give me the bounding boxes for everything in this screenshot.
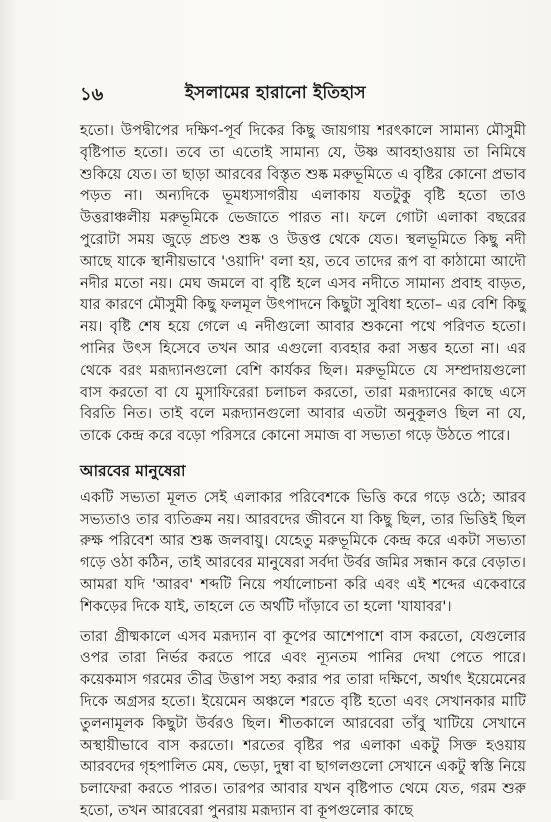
page-content — [80, 120, 526, 822]
body-paragraph: তারা গ্রীষ্মকালে এসব মরূদ্যান বা কূপের আশেপাশে বাস করতো, যেগুলোর ওপর তারা নির্ভর করতে পারে এবং ন্যূনতম পানির দেখা পেতে পারে। কয়েকমাস গরমের তীব্র উত্তাপ সহ্য করার পর তারা দক্ষিণে, অর্থাৎ ইয়েমেনের দিকে অগ্রসর হতো। ইয়েমেন অঞ্চলে শরতে বৃষ্টি হতো এবং সেখানকার মাটি তুলনামূলক কিছুটা উর্বরও ছিল। শীতকালে আরবেরা তাঁবু খাটিয়ে সেখানে অস্থায়ীভাবে বাস করতো। শরতের বৃষ্টির পর এলাকা একটু সিক্ত হওয়ায় আরবদের গৃহপালিত মেষ, ভেড়া, দুম্বা বা ছাগলগুলো সেখানে একটু স্বস্তি নিয়ে চলাফেরা করতে পারত। তারপর আবার যখন বৃষ্টিপাত থেমে যেত, গরম শুরু হতো, তখন আরবেরা পুনরায় মরূদ্যান বা কূপগুলোর কাছে — [80, 627, 526, 819]
running-title: ইসলামের হারানো ইতিহাস — [185, 83, 366, 103]
body-paragraph: একটি সভ্যতা মূলত সেই এলাকার পরিবেশকে ভিত্তি করে গড়ে ওঠে; আরব সভ্যতাও তার ব্যতিক্রম নয়। আরবদের জীবনে যা কিছু ছিল, তার ভিত্তিই ছিল রুক্ষ পরিবেশ আর শুষ্ক জলবায়ু। যেহেতু মরুভূমিকে কেন্দ্র করে একটা সভ্যতা গড়ে ওঠা কঠিন, তাই আরবের মানুষেরা সর্বদা উর্বর জমির সন্ধান করে বেড়াত। আমরা যদি 'আরব' শব্দটি নিয়ে পর্যালোচনা করি এবং এই শব্দের একেবারে শিকড়ের দিকে যাই, তাহলে তে অর্থটি দাঁড়াবে তা হলো 'যাযাবর'। — [80, 488, 526, 615]
page-number: ১৬ — [80, 84, 104, 105]
body-paragraph: হতো। উপদ্বীপের দক্ষিণ-পূর্ব দিকের কিছু জায়গায় শরৎকালে সামান্য মৌসুমী বৃষ্টিপাত হতো। তবে তা এতোই সামান্য যে, উষ্ণ আবহাওয়ায় তা নিমিষে শুকিয়ে যেত। তা ছাড়া আরবের বিস্তৃত শুষ্ক মরুভূমিতে এ বৃষ্টির কোনো প্রভাব পড়ত না। অন্যদিকে ভূমধ্যসাগরীয় এলাকায় যতটুকু বৃষ্টি হতো তাও উত্তরাঞ্চলীয় মরুভূমিকে ভেজাতে পারত না। ফলে গোটা এলাকা বছরের পুরোটা সময় জুড়ে প্রচণ্ড শুষ্ক ও উত্তপ্ত থেকে যেত। স্থলভূমিতে কিছু নদী আছে যাকে স্থানীয়ভাবে 'ওয়াদি' বলা হয়, তবে তাদের রূপ বা কাঠামো আদৌ নদীর মতো নয়। মেঘ জমলে বা বৃষ্টি হলে এসব নদীতে সামান্য প্রবাহ বাড়ত, যার কারণে মৌসুমী কিছু ফলমূল উৎপাদনে কিছুটা সুবিধা হতো– এর বেশি কিছু নয়। বৃষ্টি শেষ হয়ে গেলে এ নদীগুলো আবার শুকনো পথে পরিণত হতো। পানির উৎস হিসেবে তখন আর এগুলো ব্যবহার করা সম্ভব হতো না। এর থেকে বরং মরূদ্যানগুলো বেশি কার্যকর ছিল। মরুভূমিতে যে সম্প্রদায়গুলো বাস করতো বা যে মুসাফিরেরা চলাচল করতো, তারা মরূদ্যানের কাছে এসে বিরতি নিত। তাই বলে মরূদ্যানগুলো আবার এতটা অনুকূলও ছিল না যে, তাকে কেন্দ্র করে বড়ো পরিসরে কোনো সমাজ বা সভ্যতা গড়ে উঠতে পারে। — [80, 122, 526, 445]
section-heading: আরবের মানুষেরা — [80, 461, 186, 480]
page-header — [0, 80, 551, 106]
